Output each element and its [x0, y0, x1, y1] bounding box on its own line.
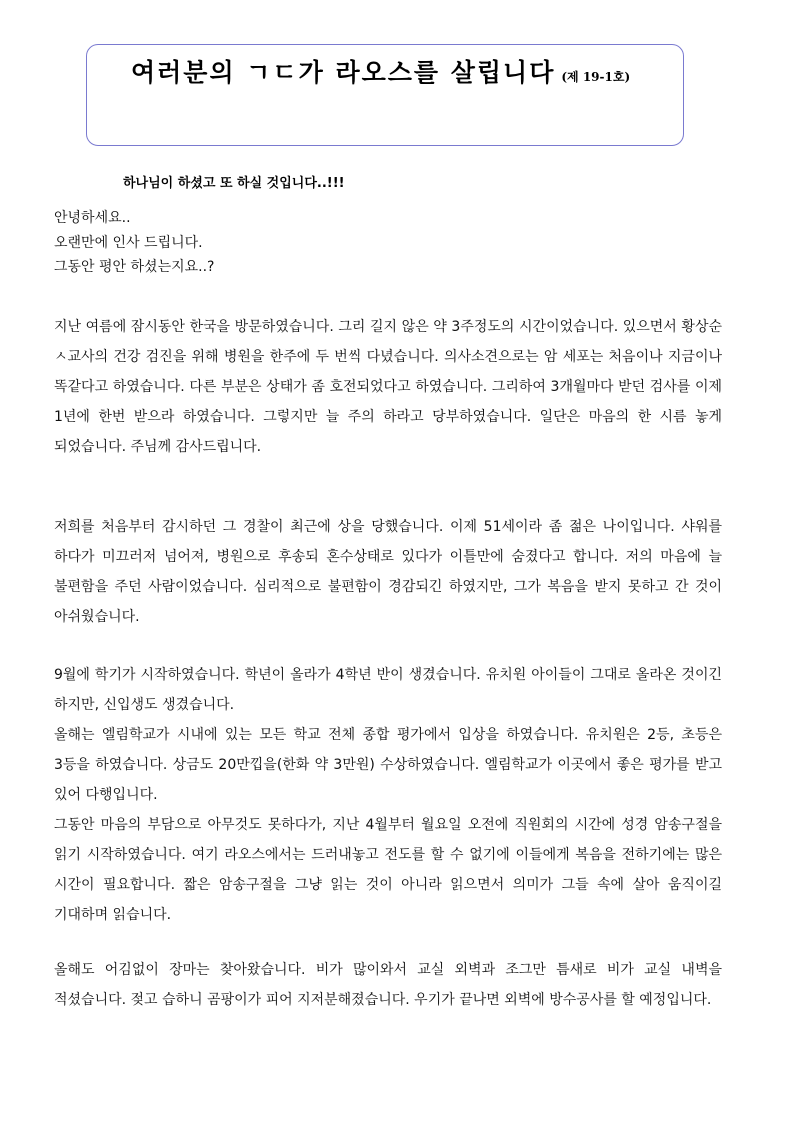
subtitle: 하나님이 하셨고 또 하실 것입니다..!!! [123, 176, 345, 191]
page-title: 여러분의 ㄱㄷ가 라오스를 살립니다 [131, 58, 556, 87]
title-line [131, 53, 630, 89]
greeting-block [54, 206, 734, 280]
paragraph-new-semester: 9월에 학기가 시작하였습니다. 학년이 올라가 4학년 반이 생겼습니다. 유치원 아이들이 그대로 올라온 것이긴 하지만, 신입생도 생겼습니다. [54, 667, 722, 713]
paragraph-rainy-season: 올해도 어김없이 장마는 찾아왔습니다. 비가 많이와서 교실 외벽과 조그만 틈새로 비가 교실 내벽을 적셨습니다. 젖고 습하니 곰팡이가 피어 지저분해졌습니다. 우기가 끝나면 외벽에 방수공사를 할 예정입니다. [54, 962, 722, 1008]
paragraph-school-award: 올해는 엘림학교가 시내에 있는 모든 학교 전체 종합 평가에서 입상을 하였습니다. 유치원은 2등, 초등은 3등을 하였습니다. 상금도 20만낍을(한화 약 3만원) 수상하였습니다. 엘림학교가 이곳에서 좋은 평가를 받고 있어 다행입니다. [54, 727, 722, 803]
greeting-line-3: 그동안 평안 하셨는지요..? [54, 259, 215, 275]
paragraph-police-officer: 저희를 처음부터 감시하던 그 경찰이 최근에 상을 당했습니다. 이제 51세이라 좀 젊은 나이입니다. 샤워를 하다가 미끄러저 넘어져, 병원으로 후송되 혼수상태로 있다가 이틀만에 숨졌다고 합니다. 저의 마음에 늘 불편함을 주던 사람이었습니다. 심리적으로 불편함이 경감되긴 하였지만, 그가 복음을 받지 못하고 간 것이 아쉬웠습니다. [54, 519, 722, 625]
paragraph-school-news [54, 660, 722, 930]
title-box [86, 44, 684, 146]
paragraph-bible-reading: 그동안 마음의 부담으로 아무것도 못하다가, 지난 4월부터 월요일 오전에 직원회의 시간에 성경 암송구절을 읽기 시작하였습니다. 여기 라오스에서는 드러내놓고 전도를 할 수 없기에 이들에게 복음을 전하기에는 많은 시간이 필요합니다. 짧은 암송구절을 그냥 읽는 것이 아니라 읽으면서 의미가 그들 속에 살아 움직이길 기대하며 읽습니다. [54, 817, 722, 923]
paragraph-health-checkup: 지난 여름에 잠시동안 한국을 방문하였습니다. 그리 길지 않은 약 3주정도의 시간이었습니다. 있으면서 황상순 ㅅ교사의 건강 검진을 위해 병원을 한주에 두 번씩 다녔습니다. 의사소견으로는 암 세포는 처음이나 지금이나 똑같다고 하였습니다. 다른 부분은 상태가 좀 호전되었다고 하였습니다. 그리하여 3개월마다 받던 검사를 이제 1년에 한번 받으라 하였습니다. 그렇지만 늘 주의 하라고 당부하였습니다. 일단은 마음의 한 시름 놓게 되었습니다. 주님께 감사드립니다. [54, 319, 722, 455]
greeting-line-1: 안녕하세요.. [54, 210, 131, 226]
greeting-line-2: 오랜만에 인사 드립니다. [54, 234, 203, 251]
issue-number: (제 19-1호) [561, 70, 631, 84]
